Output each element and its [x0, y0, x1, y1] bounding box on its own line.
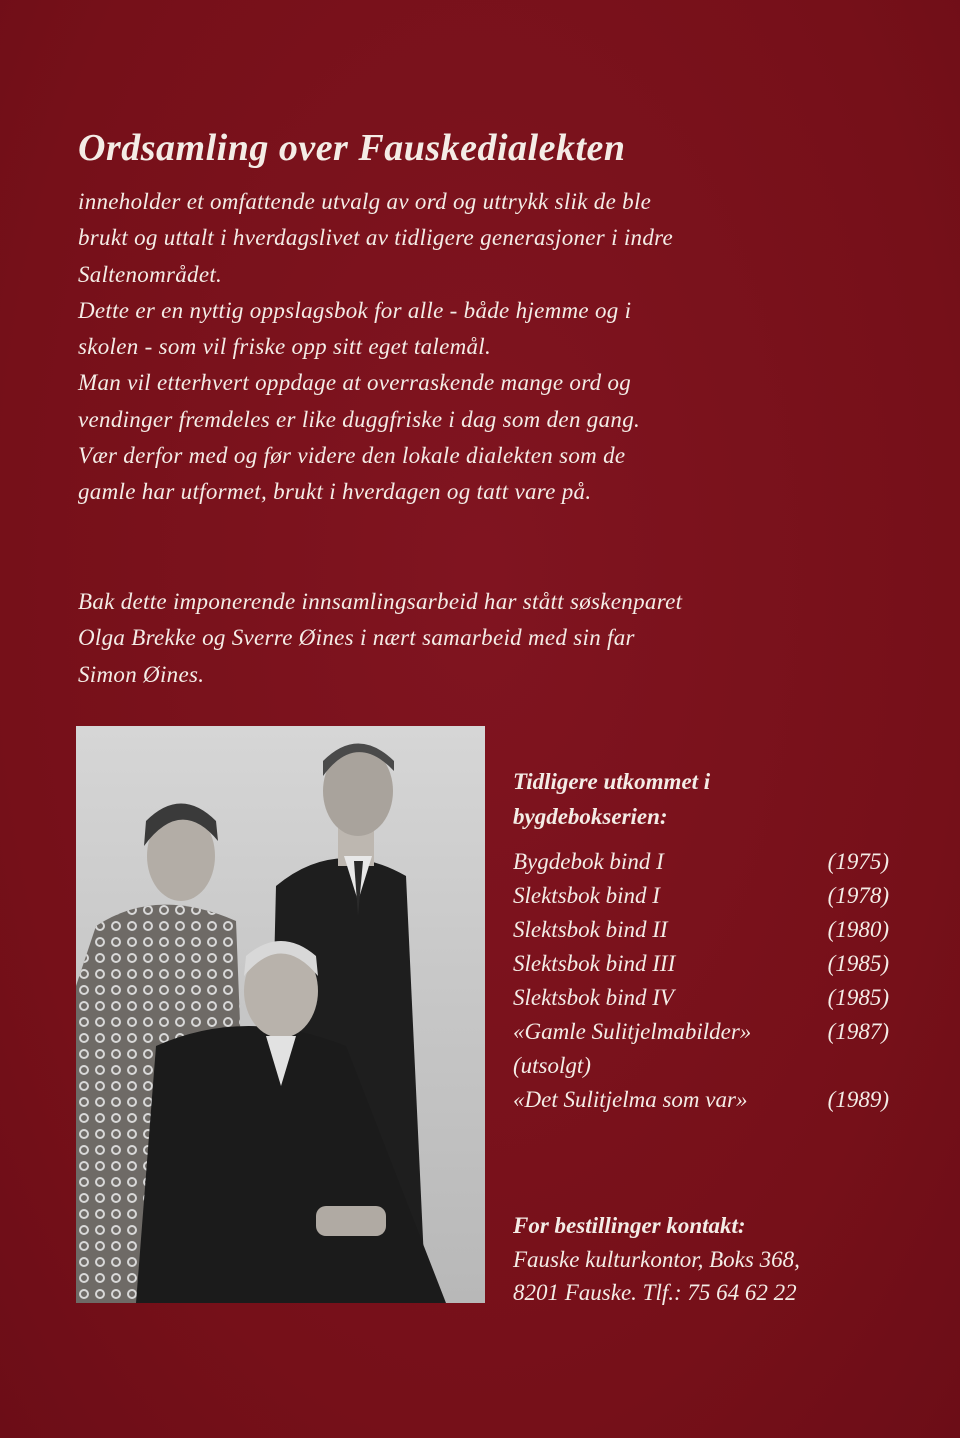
description-line: gamle har utformet, brukt i hverdagen og tatt vare på. — [78, 479, 592, 505]
contact-line: Fauske kulturkontor, Boks 368, — [513, 1247, 800, 1272]
description — [78, 184, 673, 511]
book-title-item: (utsolgt) — [513, 1053, 591, 1078]
book-title: Ordsamling over Fauskedialekten — [78, 127, 626, 169]
book-year: (1985) — [827, 951, 889, 976]
list-item — [513, 1049, 889, 1083]
authors-line: Olga Brekke og Sverre Øines i nært samarbeid med sin far — [78, 625, 635, 651]
list-item — [513, 845, 889, 879]
list-item — [513, 1015, 889, 1049]
contact-heading: For bestillinger kontakt: — [513, 1213, 746, 1238]
book-title-item: «Det Sulitjelma som var» — [513, 1087, 748, 1112]
list-item — [513, 913, 889, 947]
series-heading-line: Tidligere utkommet i — [513, 769, 711, 794]
book-year: (1980) — [827, 917, 889, 942]
book-year: (1989) — [827, 1087, 889, 1112]
description-line: Saltenområdet. — [78, 261, 223, 287]
book-year: (1978) — [827, 883, 889, 908]
book-year: (1985) — [827, 985, 889, 1010]
series-list — [513, 845, 889, 1117]
series-heading — [513, 764, 710, 834]
description-line: skolen - som vil friske opp sitt eget talemål. — [78, 334, 492, 360]
author-photo — [76, 726, 485, 1303]
description-line: Man vil etterhvert oppdage at overraskende mange ord og — [78, 370, 632, 396]
description-line: vendinger fremdeles er like duggfriske i dag som den gang. — [78, 406, 641, 432]
book-title-item: Slektsbok bind I — [513, 883, 660, 908]
contact-block — [513, 1208, 800, 1309]
book-title-item: Slektsbok bind III — [513, 951, 676, 976]
photo-illustration — [76, 726, 485, 1303]
series-heading-line: bygdebokserien: — [513, 804, 668, 829]
authors-paragraph — [78, 584, 682, 693]
authors-line: Simon Øines. — [78, 661, 205, 687]
book-title-item: Slektsbok bind II — [513, 917, 668, 942]
description-line: Vær derfor med og før videre den lokale dialekten som de — [78, 443, 626, 469]
description-line: brukt og uttalt i hverdagslivet av tidligere generasjoner i indre — [78, 225, 674, 251]
book-year: (1987) — [827, 1019, 889, 1044]
description-line: inneholder et omfattende utvalg av ord og uttrykk slik de ble — [78, 189, 652, 214]
authors-line: Bak dette imponerende innsamlingsarbeid har stått søskenparet — [78, 589, 683, 614]
list-item — [513, 1083, 889, 1117]
list-item — [513, 981, 889, 1015]
list-item — [513, 947, 889, 981]
book-year: (1975) — [827, 849, 889, 874]
book-title-item: Bygdebok bind I — [513, 849, 664, 874]
book-title-item: Slektsbok bind IV — [513, 985, 674, 1010]
contact-line: 8201 Fauske. Tlf.: 75 64 62 22 — [513, 1280, 797, 1305]
description-line: Dette er en nyttig oppslagsbok for alle - både hjemme og i — [78, 297, 632, 323]
list-item — [513, 879, 889, 913]
book-title-item: «Gamle Sulitjelmabilder» — [513, 1019, 752, 1044]
